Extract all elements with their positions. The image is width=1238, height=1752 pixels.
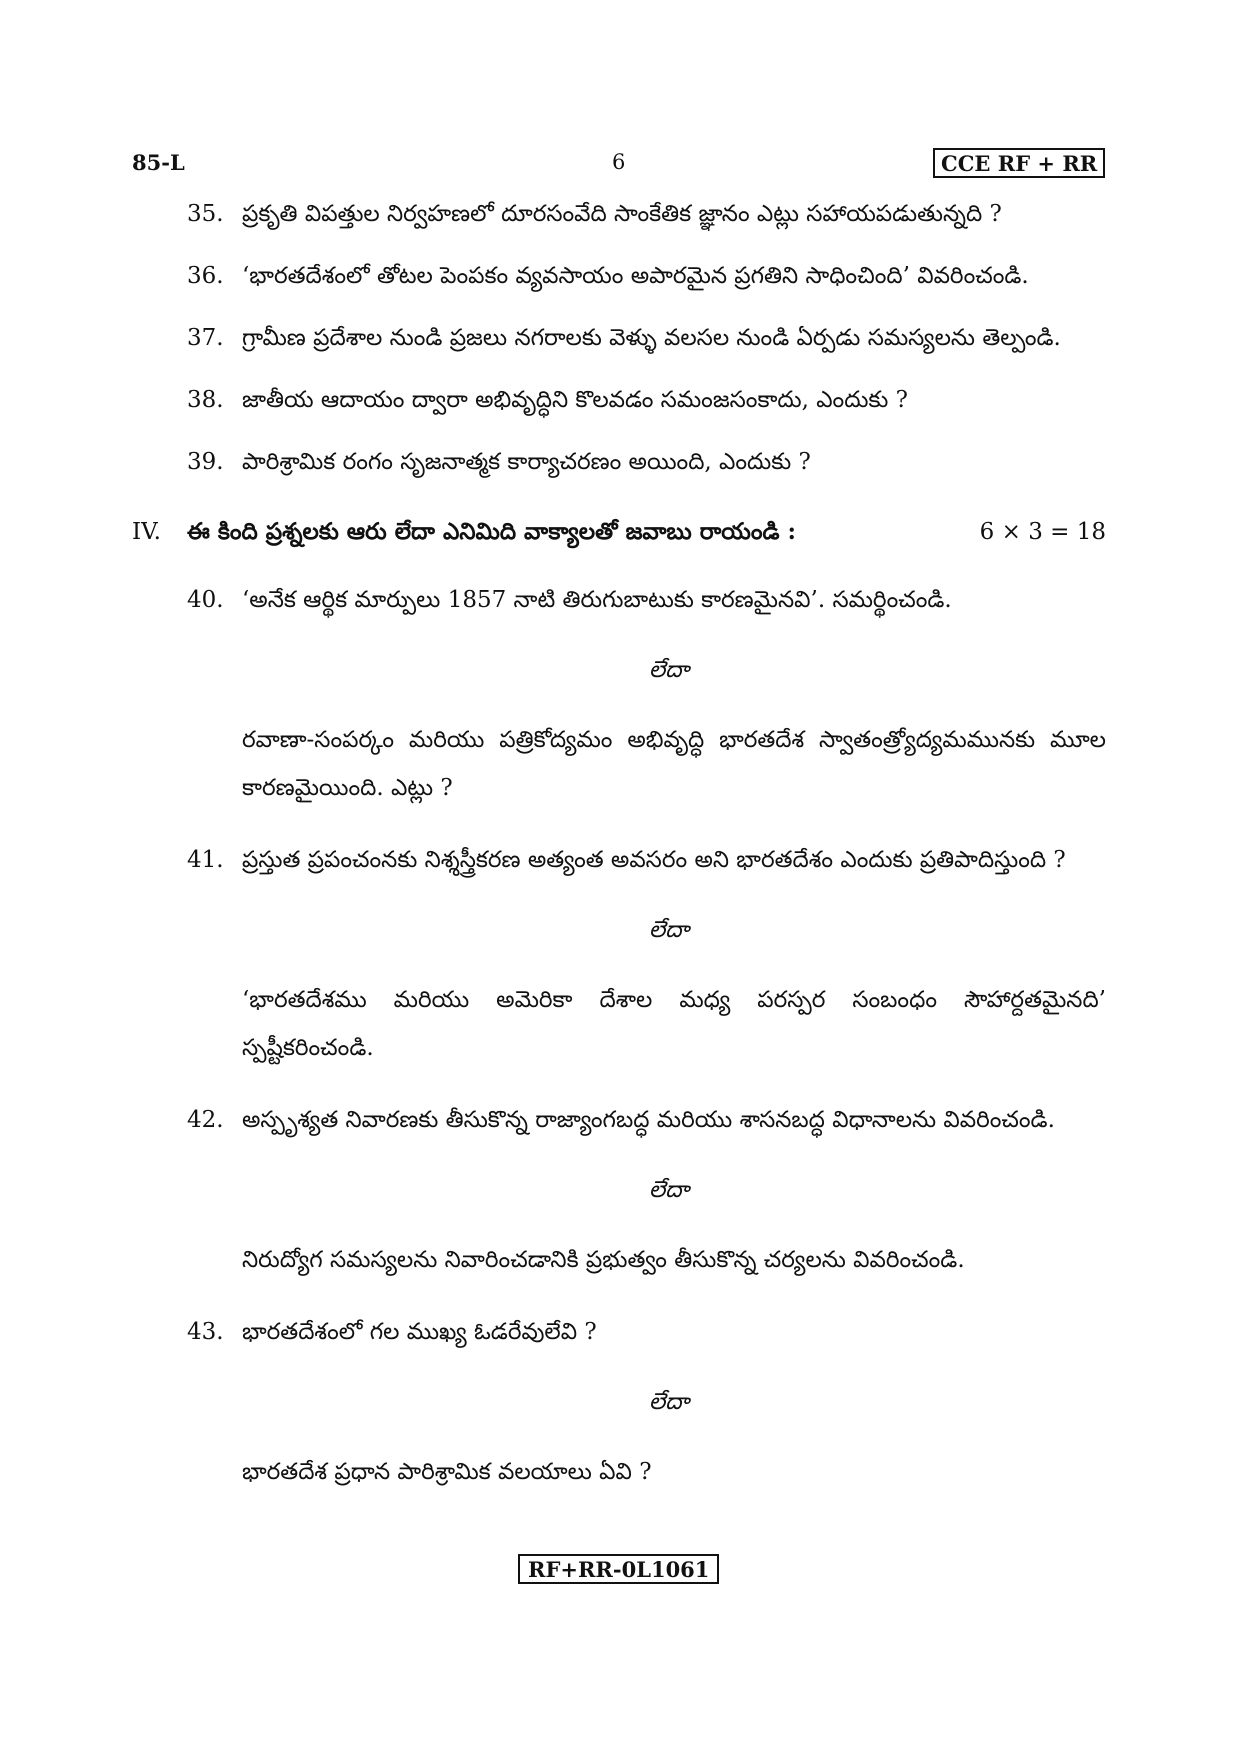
question-text: పారిశ్రామిక రంగం సృజనాత్మక కార్యాచరణం అయింది, ఎందుకు ? [242, 449, 811, 475]
section-iv-heading [132, 508, 1106, 556]
or-separator: లేదా [648, 1389, 690, 1415]
question-37 [132, 314, 1106, 362]
question-text: ప్రస్తుత ప్రపంచంనకు నిశ్శస్త్రీకరణ అత్యంత అవసరం అని భారతదేశం ఎందుకు ప్రతిపాదిస్తుంది ? [242, 847, 1066, 873]
section-marks: 6 × 3 = 18 [979, 519, 1106, 545]
question-number: 37. [187, 325, 224, 351]
question-43 [132, 1308, 1106, 1356]
question-number: 36. [187, 263, 224, 289]
question-36 [132, 252, 1106, 300]
alternative-question-43: భారతదేశ ప్రధాన పారిశ్రామిక వలయాలు ఏవి ? [242, 1459, 652, 1485]
question-41 [132, 836, 1106, 884]
page-header [0, 150, 1238, 190]
paper-code: 85-L [132, 150, 185, 175]
alternative-question-40: రవాణా-సంపర్కం మరియు పత్రికోద్యమం అభివృద్ధి భారతదేశ స్వాతంత్ర్యోద్యమమునకు మూల కారణమైయింది. ఎట్లు ? [242, 727, 1106, 801]
question-number: 42. [187, 1107, 224, 1133]
question-number: 35. [187, 201, 224, 227]
section-instruction: ఈ కింది ప్రశ్నలకు ఆరు లేదా ఎనిమిది వాక్యాలతో జవాబు రాయండి : [187, 518, 797, 545]
or-separator: లేదా [648, 917, 690, 943]
question-number: 41. [187, 847, 224, 873]
question-40 [132, 576, 1106, 624]
series-box: CCE RF + RR [933, 148, 1105, 178]
alternative-question-41: ‘భారతదేశము మరియు అమెరికా దేశాల మధ్య పరస్పర సంబంధం సౌహార్దతమైనది’ స్పష్టీకరించండి. [242, 987, 1106, 1061]
question-number: 39. [187, 449, 224, 475]
question-39 [132, 438, 1106, 486]
footer-code: RF+RR-0L1061 [518, 1554, 719, 1584]
question-content [132, 190, 1106, 1496]
question-text: భారతదేశంలో గల ముఖ్య ఓడరేవులేవి ? [242, 1319, 597, 1345]
question-text: గ్రామీణ ప్రదేశాల నుండి ప్రజలు నగరాలకు వెళ్ళు వలసల నుండి ఏర్పడు సమస్యలను తెల్పండి. [242, 325, 1061, 351]
alternative-question-42: నిరుద్యోగ సమస్యలను నివారించడానికి ప్రభుత్వం తీసుకొన్న చర్యలను వివరించండి. [242, 1247, 965, 1273]
or-separator: లేదా [648, 1177, 690, 1203]
question-35 [132, 190, 1106, 238]
section-number: IV. [132, 519, 161, 545]
page-number: 6 [612, 150, 626, 174]
question-text: జాతీయ ఆదాయం ద్వారా అభివృద్ధిని కొలవడం సమంజసంకాదు, ఎందుకు ? [242, 387, 909, 413]
question-38 [132, 376, 1106, 424]
or-separator: లేదా [648, 657, 690, 683]
question-number: 38. [187, 387, 224, 413]
question-number: 40. [187, 587, 224, 613]
question-number: 43. [187, 1319, 224, 1345]
question-text: ‘అనేక ఆర్థిక మార్పులు 1857 నాటి తిరుగుబాటుకు కారణమైనవి’. సమర్థించండి. [242, 587, 952, 613]
question-text: అస్పృశ్యత నివారణకు తీసుకొన్న రాజ్యాంగబద్ధ మరియు శాసనబద్ధ విధానాలను వివరించండి. [242, 1107, 1055, 1133]
question-text: ప్రకృతి విపత్తుల నిర్వహణలో దూరసంవేది సాంకేతిక జ్ఞానం ఎట్లు సహాయపడుతున్నది ? [242, 201, 1002, 227]
question-text: ‘భారతదేశంలో తోటల పెంపకం వ్యవసాయం అపారమైన ప్రగతిని సాధించింది’ వివరించండి. [242, 263, 1029, 289]
question-42 [132, 1096, 1106, 1144]
